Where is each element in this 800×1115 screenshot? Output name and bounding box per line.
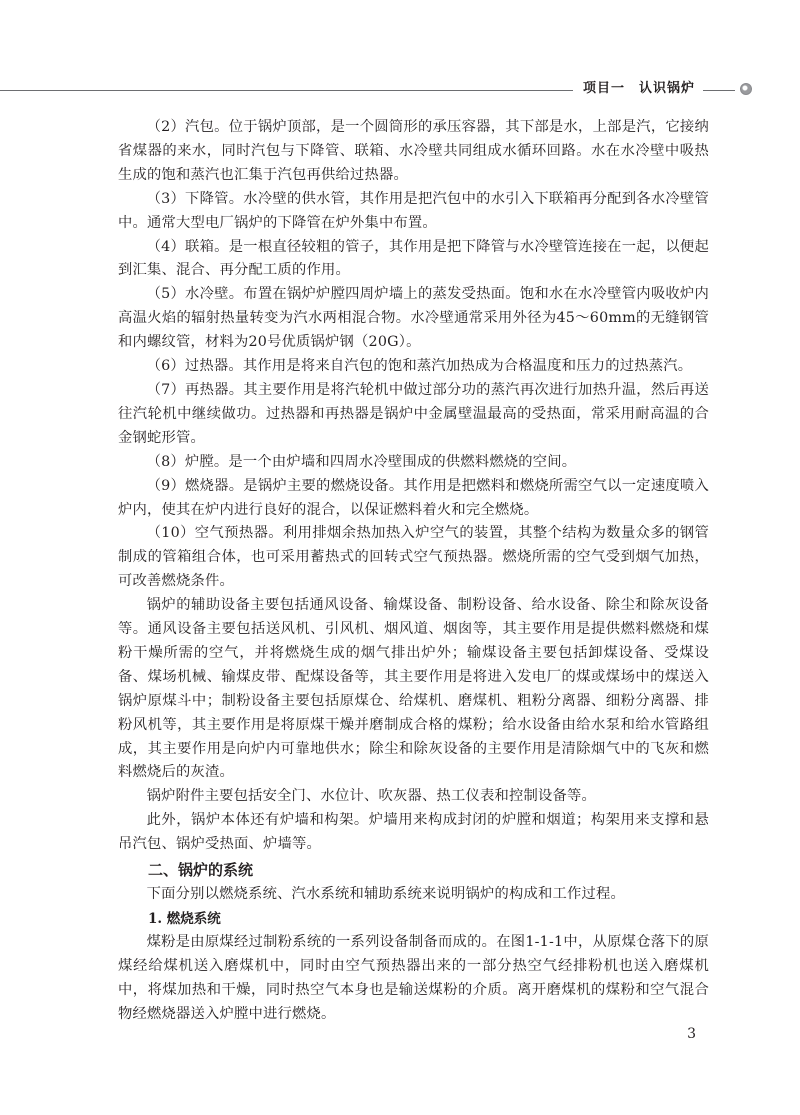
paragraph: （2）汽包。位于锅炉顶部，是一个圆筒形的承压容器，其下部是水，上部是汽，它接纳省煤器的来水，同时汽包与下降管、联箱、水冷壁共同组成水循环回路。水在水冷壁中吸热生成的饱和蒸汽也汇集于汽包再供给过热器。 xyxy=(118,119,709,183)
paragraph: （10）空气预热器。利用排烟余热加热入炉空气的装置，其整个结构为数量众多的钢管制成的管箱组合体，也可采用蓄热式的回转式空气预热器。燃烧所需的空气受到烟气加热，可改善燃烧条件。 xyxy=(118,525,709,590)
paragraph: 煤粉是由原煤经过制粉系统的一系列设备制备而成的。在图1-1-1中，从原煤仓落下的原煤经给煤机送入磨煤机中，同时由空气预热器出来的一部分热空气经排粉机也送入磨煤机中，将煤加热和干燥，同时热空气本身也是输送煤粉的介质。离开磨煤机的煤粉和空气混合物经燃烧器送入炉膛中进行燃烧。 xyxy=(118,934,709,1022)
paragraph: 锅炉的辅助设备主要包括通风设备、输煤设备、制粉设备、给水设备、除尘和除灰设备等。通风设备主要包括送风机、引风机、烟风道、烟囱等，其主要作用是提供燃料燃烧和煤粉干燥所需的空气，并将燃烧生成的烟气排出炉外；输煤设备主要包括卸煤设备、受煤设备、煤场机械、输煤皮带、配煤设备等，其主要作用是将进入发电厂的煤或煤场中的煤送入锅炉原煤斗中；制粉设备主要包括原煤仓、给煤机、磨煤机、粗粉分离器、细粉分离器、排粉风机等，其主要作用是将原煤干燥并磨制成合格的煤粉；给水设备由给水泵和给水管路组成，其主要作用是向炉内可靠地供水；除尘和除灰设备的主要作用是清除烟气中的飞灰和燃料燃烧后的灰渣。 xyxy=(118,597,709,781)
subsection-title: 燃烧系统 xyxy=(166,911,221,927)
running-header: 项目一 认识锅炉 xyxy=(573,77,703,96)
page-number: 3 xyxy=(687,1026,696,1042)
paragraph: （5）水冷壁。布置在锅炉炉膛四周炉墙上的蒸发受热面。饱和水在水冷壁管内吸收炉内高温火焰的辐射热量转变为汽水两相混合物。水冷壁通常采用外径为45～60mm的无缝钢管和内螺纹管，材料为20号优质锅炉钢（20G）。 xyxy=(118,286,709,351)
paragraph: （3）下降管。水冷壁的供水管，其作用是把汽包中的水引入下联箱再分配到各水冷壁管中。通常大型电厂锅炉的下降管在炉外集中布置。 xyxy=(118,190,709,231)
paragraph: （4）联箱。是一根直径较粗的管子，其作用是把下降管与水冷壁管连接在一起，以便起到汇集、混合、再分配工质的作用。 xyxy=(118,238,709,279)
paragraph: 此外，锅炉本体还有炉墙和构架。炉墙用来构成封闭的炉膛和烟道；构架用来支撑和悬吊汽包、锅炉受热面、炉墙等。 xyxy=(118,812,709,853)
paragraph: （7）再热器。其主要作用是将汽轮机中做过部分功的蒸汽再次进行加热升温，然后再送往汽轮机中继续做功。过热器和再热器是锅炉中金属壁温最高的受热面，常采用耐高温的合金钢蛇形管。 xyxy=(118,381,709,446)
subsection-heading xyxy=(118,907,709,931)
paragraph: （8）炉膛。是一个由炉墙和四周水冷壁围成的供燃料燃烧的空间。 xyxy=(146,453,577,470)
header-circle-icon xyxy=(740,83,752,95)
paragraph: 锅炉附件主要包括安全门、水位计、吹灰器、热工仪表和控制设备等。 xyxy=(146,788,596,805)
body-text xyxy=(118,116,709,1027)
subsection-number: 1. xyxy=(148,911,163,927)
section-intro: 下面分别以燃烧系统、汽水系统和辅助系统来说明锅炉的构成和工作过程。 xyxy=(146,886,625,903)
section-heading: 二、锅炉的系统 xyxy=(148,861,254,880)
paragraph: （9）燃烧器。是锅炉主要的燃烧设备。其作用是把燃料和燃烧所需空气以一定速度喷入炉内，使其在炉内进行良好的混合，以保证燃料着火和完全燃烧。 xyxy=(118,477,709,518)
paragraph: （6）过热器。其作用是将来自汽包的饱和蒸汽加热成为合格温度和压力的过热蒸汽。 xyxy=(146,358,693,375)
